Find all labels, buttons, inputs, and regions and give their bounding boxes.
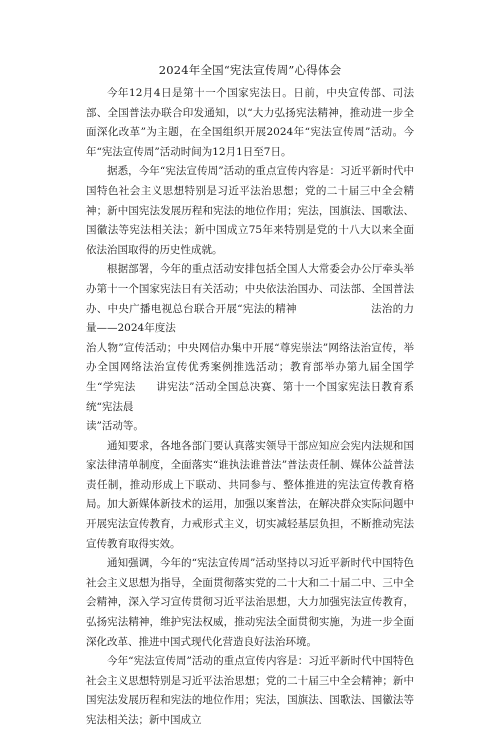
paragraph-3 — [86, 260, 414, 338]
paragraph-1: 今年12月4日是第十一个国家宪法日。日前，中央宣传部、司法部、全国普法办联合印发通知，以“大力弘扬宪法精神，推动进一步全面深化改革”为主题，在全国组织开展2024年“宪法宣传周”活动。今年“宪法宣传周”活动时间为12月1日至7日。 — [86, 87, 414, 158]
paragraph-3-part-4: 讲宪法”活动全国总决赛、第十一个国家宪法日教育系统“宪法晨 — [86, 380, 414, 413]
paragraph-3-part-3: 治人物”宣传活动；中央网信办集中开展“尊宪崇法”网络法治宣传，举办全国网络法治宣传优秀案例推选活动；教育部举办第九届全国学生“学宪法 — [86, 341, 414, 393]
paragraph-4: 通知要求，各地各部门要认真落实领导干部应知应会宪内法规和国家法律清单制度，全面落实“谁执法谁普法”普法责任制、媒体公益普法责任制，推动形成上下联动、共同参与、整体推进的宪法宣传教育格局。加大新媒体新技术的运用，加强以案普法，在解决群众实际问题中开展宪法宣传教育，力戒形式主义，切实减轻基层负担，不断推动宪法宣传教育取得实效。 — [86, 439, 414, 550]
paragraph-3-part-2: 法治的力量——2024年度法 — [86, 302, 414, 335]
paragraph-2: 据悉，今年“宪法宣传周”活动的重点宣传内容是：习近平新时代中国特色社会主义思想特别是习近平法治思想；党的二十届三中全会精神；新中国宪法发展历程和宪法的地位作用；宪法，国旗法、国歌法、国徽法等宪法相关法；新中国成立75年来特别是党的十八大以来全面依法治国取得的历史性成就。 — [86, 165, 414, 256]
document-title: 2024年全国“宪法宣传周”心得体会 — [158, 63, 342, 77]
paragraph-3-part-1: 根据部署，今年的重点活动安排包括全国人大常委会办公厅牵头举办第十一个国家宪法日有关活动；中央依法治国办、司法部、全国普法办、中央广播电视总台联合开展“宪法的精神 — [86, 263, 414, 315]
paragraph-3-continued — [86, 339, 414, 417]
paragraph-3-end: 读”活动等。 — [86, 420, 144, 433]
paragraph-5: 通知强调，今年的“宪法宣传周”活动坚持以习近平新时代中国特色社会主义思想为指导，全面贯彻落实党的二十大和二十届二中、三中全会精神，深入学习宣传贯彻习近平法治思想，大力加强宪法宣传教育，弘扬宪法精神，维护宪法权威，推动宪法全面贯彻实施，为进一步全面深化改革、推进中国式现代化营造良好法治环境。 — [86, 557, 414, 648]
paragraph-6: 今年“宪法宣传周”活动的重点宣传内容是：习近平新时代中国特色社会主义思想特别是习近平法治思想；党的二十届三中全会精神；新中国宪法发展历程和宪法的地位作用；宪法，国旗法、国歌法、国徽法等宪法相关法；新中国成立 — [86, 655, 414, 726]
